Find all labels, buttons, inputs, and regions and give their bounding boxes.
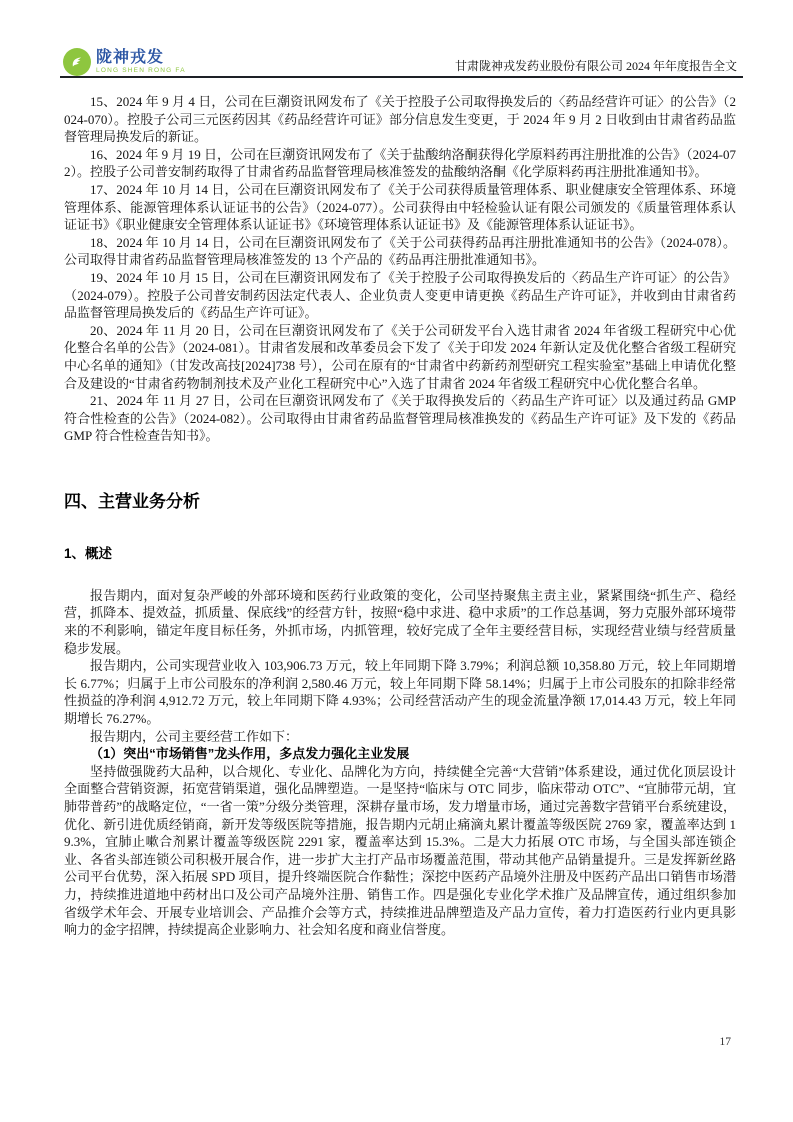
header-divider <box>60 76 743 78</box>
report-title: 甘肃陇神戎发药业股份有限公司 2024 年年度报告全文 <box>454 59 737 73</box>
brand-name-en: LONG SHEN RONG FA <box>96 66 186 74</box>
announcement-paragraph-17: 17、2024 年 10 月 14 日，公司在巨潮资讯网发布了《关于公司获得质量管理体系、职业健康安全管理体系、环境管理体系、能源管理体系认证证书的公告》（2024-077）。公司获得由中轻检验认证有限公司颁发的《质量管理体系认证证书》《职业健康安全管理体系认证证书》《环境管理体系认证证书》及《能源管理体系认证证书》。 <box>64 181 736 233</box>
announcement-paragraph-21: 21、2024 年 11 月 27 日，公司在巨潮资讯网发布了《关于取得换发后的〈药品生产许可证〉以及通过药品 GMP 符合性检查的公告》（2024-082）。公司取得由甘肃省药品监督管理局核准换发的《药品生产许可证》及下发的《药品 GMP 符合性检查告知书》。 <box>64 393 736 444</box>
logo-text <box>96 50 186 75</box>
sub-heading-overview: 1、概述 <box>64 545 113 561</box>
announcement-paragraph-20: 20、2024 年 11 月 20 日，公司在巨潮资讯网发布了《关于公司研发平台入选甘肃省 2024 年省级工程研究中心优化整合名单的公告》（2024-081）。甘肃省发展和改革委员会下发了《关于印发 2024 年新认定及优化整合省级工程研究中心名单的通知》（甘发改高技[2024]738 号），公司在原有的“甘肃省中药新药剂型研究工程实验室”基础上申请优化整合及建设的“甘肃省药物制剂技术及产业化工程研究中心”入选了甘肃省 2024 年省级工程研究中心优化整合名单。 <box>64 322 736 391</box>
announcement-paragraph-18: 18、2024 年 10 月 14 日，公司在巨潮资讯网发布了《关于公司获得药品再注册批准通知书的公告》（2024-078）。公司取得甘肃省药品监督管理局核准签发的 13 个产品的《药品再注册批准通知书》。 <box>64 234 736 268</box>
page-number: 17 <box>719 1036 731 1048</box>
logo-icon <box>63 48 91 76</box>
company-logo <box>63 48 186 76</box>
bold-subitem-heading: （1）突出“市场销售”龙头作用，多点发力强化主业发展 <box>90 746 410 762</box>
overview-paragraph-1: 报告期内，面对复杂严峻的外部环境和医药行业政策的变化，公司坚持聚焦主责主业，紧紧围绕“抓生产、稳经营，抓降本、提效益，抓质量、保底线”的经营方针，按照“稳中求进、稳中求质”的工作总基调，努力克服外部环境带来的不利影响，锚定年度目标任务，外抓市场，内抓管理，较好完成了全年主要经营目标，实现经营业绩与经营质量稳步发展。 <box>64 587 736 656</box>
brand-name-cn: 陇神戎发 <box>96 48 165 66</box>
overview-paragraph-3: 报告期内，公司主要经营工作如下： <box>90 728 299 744</box>
page-footer <box>720 1036 732 1048</box>
document-body <box>64 93 736 939</box>
detail-paragraph: 坚持做强陇药大品种，以合规化、专业化、品牌化为方向，持续健全完善“大营销”体系建设，通过优化顶层设计全面整合营销资源，拓宽营销渠道，强化品牌塑造。一是坚持“临床与 OTC 同步，临床带动 OTC”、“宜肺带元胡，宜肺带普药”的战略定位，“一省一策”分级分类管理，深耕存量市场，发力增量市场，通过完善数字营销平台系统建设，优化、新引进优质经销商，新开发等级医院等措施，报告期内元胡止痛滴丸累计覆盖等级医院 2769 家，覆盖率达到 19.3%，宜肺止嗽合剂累计覆盖等级医院 2291 家，覆盖率达到 15.3%。二是大力拓展 OTC 市场，与全国头部连锁企业、各省头部连锁公司积极开展合作，进一步扩大主打产品市场覆盖范围，带动其他产品销量提升。三是发挥新丝路公司平台优势，深入拓展 SPD 项目，提升终端医院合作黏性；深挖中医药产品境外注册及中医药产品出口销售市场潜力，持续推进道地中药材出口及公司产品境外注册、销售工作。四是强化专业化学术推广及品牌宣传，通过组织参加省级学术年会、开展专业培训会、产品推介会等方式，持续推进品牌塑造及产品力宣传，着力打造医药行业内更具影响力的金字招牌，持续提高企业影响力、社会知名度和商业信誉度。 <box>64 763 736 938</box>
announcement-paragraph-15: 15、2024 年 9 月 4 日，公司在巨潮资讯网发布了《关于控股子公司取得换发后的〈药品经营许可证〉的公告》（2024-070）。控股子公司三元医药因其《药品经营许可证》部分信息发生变更，于 2024 年 9 月 2 日收到由甘肃省药品监督管理局换发后的新证。 <box>64 94 736 145</box>
section-heading-main-business: 四、主营业务分析 <box>64 491 200 511</box>
overview-paragraph-2: 报告期内，公司实现营业收入 103,906.73 万元，较上年同期下降 3.79%；利润总额 10,358.80 万元，较上年同期增长 6.77%；归属于上市公司股东的净利润 2,580.46 万元，较上年同期下降 58.14%；归属于上市公司股东的扣除非经常性损益的净利润 4,912.72 万元，较上年同期下降 4.93%；公司经营活动产生的现金流量净额 17,014.43 万元，较上年同期增长 76.27%。 <box>64 658 736 727</box>
announcement-paragraph-16: 16、2024 年 9 月 19 日，公司在巨潮资讯网发布了《关于盐酸纳洛酮获得化学原料药再注册批准的公告》（2024-072）。控股子公司普安制药取得了甘肃省药品监督管理局核准签发的盐酸纳洛酮《化学原料药再注册批准通知书》。 <box>64 146 736 180</box>
page-header <box>63 44 737 76</box>
announcement-paragraph-19: 19、2024 年 10 月 15 日，公司在巨潮资讯网发布了《关于控股子公司取得换发后的〈药品生产许可证〉的公告》（2024-079）。控股子公司普安制药因法定代表人、企业负责人变更申请更换《药品生产许可证》，并收到由甘肃省药品监督管理局换发后的《药品生产许可证》。 <box>64 269 736 321</box>
